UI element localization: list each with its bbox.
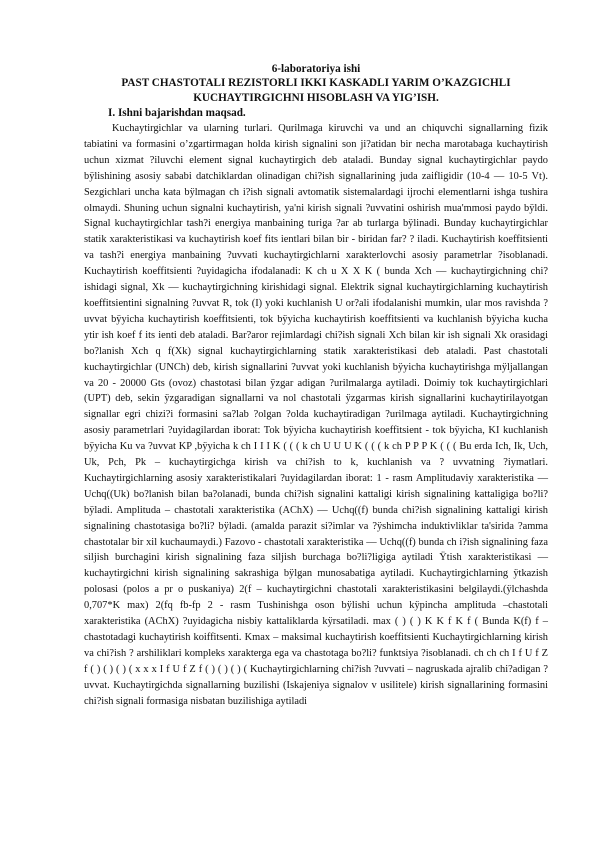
body-paragraph: Kuchaytirgichlar va ularning turlari. Qurilmaga kiruvchi va und an chiquvchi signallarning fizik tabiatini va formasini o’zgartirmagan holda kirish signalini son ji?atidan bir necha marotabaga kuchaytirish uchun xizmat ?iluvchi element signal kuchaytirgich deb ataladi. Bunday signal kuchaytirgichlar paydo bÿlishining asosiy sababi datchiklardan olinadigan chi?ish signallarining juda zaifligidir (10-4 — 10-5 Vt). Sezgichlari uncha kata bÿlmagan ch i?ish signali avtomatik sistemalardagi ijrochi elementlarni ishga tushira olmaydi. Shuning uchun signalni kuchaytirish, ya'ni kirish signali ?uvvatini oshirish mua'mmosi paydo bÿldi. Signal kuchaytirgichlar tash?i energiya manbaining turiga ?ar ab turlarga bÿlinadi. Bunday kuchaytirgichlar statik xarakteristikasi va kuchaytirish koef fits ientlari bilan bir - biridan far? ? iladi. Kuchaytirish koeffitsienti va tash?i energiya manbaining ?uvvati kuchaytirgichlarni xarakterlovchi asosiy parametrlar ?isoblanadi. Kuchaytirish koeffitsienti ?uyidagicha ifodalanadi: K ch u X X K ( bunda Xch — kuchaytirgichning chi?ishidagi signal, Xk — kuchaytirgichning kirishidagi signal. Elektrik signal kuchaytirgichlarning kuchaytirish koeffitsientini signalning ?uvvat R, tok (I) yoki kuchlanish U or?ali ifodalanishi mumkin, ular mos ravishda ?uvvat bÿyicha kuchaytirish koeffitsienti, tok bÿyicha kuchaytirish koeffitsienti va kuchlanish bÿyicha kucha ytir ish koef f its ienti deb ataladi. Bar?aror rejimlardagi chi?ish signali Xch bilan kir ish signali Xk orasidagi bo?lanish Xch q f(Xk) signal kuchaytirgichlarning statik xarakteristikasi deb ataladi. Past chastotali kuchaytirgichlar (UNCh) deb, kirish signallarini ?uvvat yoki kuchlanish bÿyicha kuchaytirishga mÿljallangan va 20 - 20000 Gts (ovoz) chastotasi bilan ÿzgar adigan ?urilmalarga aytiladi. Doimiy tok kuchaytirgichlari (UPT) deb, sekin ÿzgaradigan signallarni va nol chastotali ÿzgarmas kirish signallarini kuchaytirilayotgan signallar egri chizi?i formasini sa?lab ?olgan ?olda kuchaytiradigan ?urilmaga aytiladi. Kuchaytirgichning asosiy parametrlari ?uyidagilardan iborat: Tok bÿyicha kuchaytirish koeffitsient - tok bÿyicha, KI kuchlanish bÿyicha Ku va ?uvvat KP ,bÿyicha k ch I I I K ( ( ( k ch U U U K ( ( ( k ch P P P K ( ( ( Bu erda Ich, Ik, Uch, Uk, Pch, Pk – kuchaytirgichga kirish va chi?ish to k, kuchlanish va ? uvvatning ?iymatlari. Kuchaytirgichlarning asosiy xarakteristikalari ?uyidagilardan iborat: 1 - rasm Amplitudaviy xarakteristika — Uchq((Uk) bo?lanish bilan ba?olanadi, bunda chi?ish signalini kattaligi kirish signalining kattaligiga bo?li? bÿladi. Amplituda – chastotali xarakteristika (AChX) — Uchq((f) bunda chi?ish signalining kattaligi kirish signalining chastotasiga bo?li? bÿladi. (amalda parazit si?imlar va ?ÿshimcha induktivliklar ta'sirida ?amma chastotalar bir xil kuchaumaydi.) Fazovo - chastotali xarakteristika — Uchq((f) bunda ch i?ish signalining faza siljish burchagini kirish signalining faza siljish burchaga bo?li?ligiga aytiladi Ÿtish xarakteristikasi — kuchaytirgichni kirish signalining sakrashiga bÿlgan munosabatiga aytiladi. Kuchaytirgichlarning ÿtkazish polosasi (polos a pr o puskaniya) 2(f – kuchaytirgichni chastotali xarakteristikasini belgilaydi.(ÿlchashda 0,707*K max) 2(fq fb-fp 2 - rasm Tushinishga oson bÿlishi uchun kÿpincha amplituda –chastotali xarakteristika (AChX) ?uyidagicha nisbiy kattaliklarda kÿrsatiladi. max ( ) ( ) K K f K f ( Bunda K(f) f – chastotadagi kuchaytirish koiffitsenti. Kmax – maksimal kuchaytirish koeffitsienti Kuchaytirgichlarning kirish va chi?ish ? arshiliklari kompleks xarakterga ega va chastotaga bo?li? funktsiya ?isoblanadi. ch ch ch I f U f Z f ( ) ( ) ( ) ( x x x I f U f Z f ( ) ( ) ( ) ( Kuchaytirgichlarning chi?ish ?uvvati – nagruskada ajralib chi?adigan ?uvvat. Kuchaytirgichda signallarning buzilishi (Iskajeniya signalov v usilitele) kirish signallarining formasini chi?ish signali formasiga nisbatan buzilishiga aytiladi xyxy=(84,123,548,707)
section-heading: I. Ishni bajarishdan maqsad. xyxy=(108,107,246,119)
document-content xyxy=(84,62,548,710)
lab-number-heading: 6-laboratoriya ishi xyxy=(271,63,361,75)
document-title-line-1: PAST CHASTOTALI REZISTORLI IKKI KASKADLI YARIM O’KAZGICHLI xyxy=(121,77,511,89)
document-title-line-2: KUCHAYTIRGICHNI HISOBLASH VA YIG’ISH. xyxy=(193,92,439,104)
